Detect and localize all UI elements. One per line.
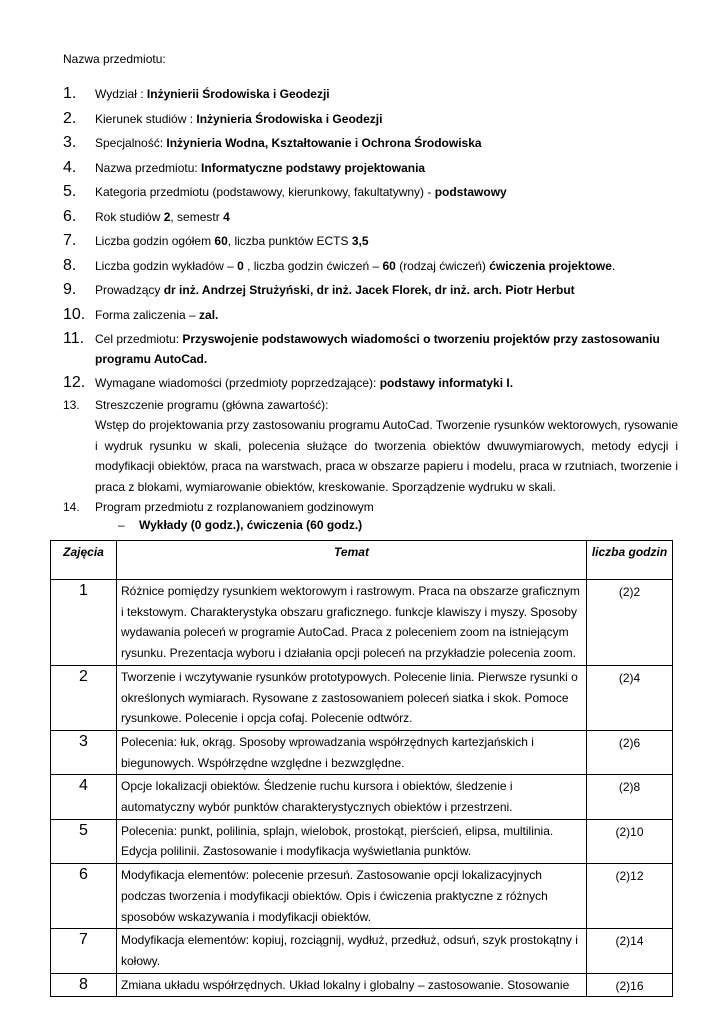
item-value: ćwiczenia projektowe [489,258,612,273]
row-hours: (2)8 [587,775,673,819]
row-number: 8 [51,973,117,997]
row-topic: Modyfikacja elementów: kopiuj, rozciągnij, wydłuż, przedłuż, odsuń, szyk prostokątny i kołowy. [117,929,587,973]
item-value: zal. [199,307,219,322]
item-value: Informatyczne podstawy projektowania [201,160,426,175]
table-row [51,665,673,730]
item-number: 14. [63,500,80,514]
row-hours: (2)12 [587,864,673,929]
row-hours: (2)16 [587,973,673,997]
row-number: 1 [51,580,117,666]
item-number: 5. [63,183,77,200]
list-item [63,256,678,281]
item-number: 4. [63,158,77,176]
row-hours: (2)4 [587,665,673,730]
item-number: 10. [63,305,86,323]
sub-heading-label: Wykłady (0 godz.), ćwiczenia (60 godz.) [139,518,363,532]
item-value: Inżynierii Środowiska i Geodezji [146,87,330,101]
item-label: (rodzaj ćwiczeń) [395,258,490,273]
item-number: 13. [63,398,80,412]
row-number: 7 [51,929,117,973]
item-label: Liczba godzin ogółem [95,234,215,248]
table-row [51,775,673,819]
item-number: 2. [63,109,77,127]
row-number: 6 [51,864,117,929]
item-label: Wydział : [95,87,147,101]
item-value: 4 [223,209,230,224]
item-number: 8. [63,256,77,274]
list-item [63,158,678,183]
header-liczba-godzin: liczba godzin [587,541,673,580]
item-value: podstawy informatyki I. [379,376,514,390]
list-item [63,280,678,305]
row-hours: (2)6 [587,730,673,774]
item-value: 60 [214,234,228,248]
item-label: . [611,258,616,273]
list-item [63,133,678,158]
item-value: Inżynieria Środowiska i Geodezji [196,111,383,126]
row-topic: Opcje lokalizacji obiektów. Śledzenie ruchu kursora i obiektów, śledzenie i automatyczny wybór punktów charakterystycznych obiektów i przestrzeni. [117,775,587,819]
header-label: Nazwa przedmiotu: [63,52,166,66]
header-temat: Temat [117,541,587,580]
table-row [51,864,673,929]
item-label: , semestr [170,209,224,224]
row-hours: (2)10 [587,819,673,863]
row-hours: (2)2 [587,580,673,666]
summary-paragraph [63,415,678,497]
list-item [63,373,678,395]
item-label: Specjalność: [95,136,167,150]
item-label: Prowadzący [95,283,164,297]
table-row [51,730,673,774]
item-value: Inżynieria Wodna, Kształtowanie i Ochrona Środowiska [166,136,482,150]
item-value: 2 [163,209,171,224]
item-number: 12. [63,374,86,391]
row-topic: Polecenia: łuk, okrąg. Sposoby wprowadzania współrzędnych kartezjańskich i biegunowych. Współrzędne względne i bezwzględne. [117,730,587,774]
item-label: Forma zaliczenia – [95,307,200,322]
row-hours: (2)14 [587,929,673,973]
item-number: 6. [63,207,77,225]
row-topic: Różnice pomiędzy rysunkiem wektorowym i rastrowym. Praca na obszarze graficznym i tekstowym. Charakterystyka obszaru graficznego. funkcje klawiszy i myszy. Sposoby wydawania poleceń w programie AutoCad. Praca z poleceniem zoom na istniejącym rysunku. Prezentacja wyboru i działania opcji poleceń na przykładzie polecenia zoom. [117,580,587,666]
row-number: 2 [51,665,117,730]
list-item [63,395,678,415]
schedule-table [50,540,673,997]
item-label: Liczba godzin wykładów – [95,258,238,273]
item-number: 7. [63,232,77,249]
row-topic: Polecenia: punkt, polilinia, splajn, wielobok, prostokąt, pierścień, elipsa, multilinia. Edycja polilinii. Zastosowanie i modyfikacja wyświetlania punktów. [117,819,587,863]
row-number: 3 [51,730,117,774]
item-label: Streszczenie programu (główna zawartość): [95,398,329,412]
item-label: Nazwa przedmiotu: [95,160,202,175]
row-topic: Tworzenie i wczytywanie rysunków prototypowych. Polecenie linia. Pierwsze rysunki o określonych wymiarach. Rysowane z zastosowaniem poleceń siatka i skok. Pomoce rysunkowe. Polecenie i opcja cofaj. Polecenie odtwórz. [117,665,587,730]
row-number: 5 [51,819,117,863]
item-label: Cel przedmiotu: [95,332,183,346]
list-item [63,305,678,330]
header-zajecia: Zajęcia [51,541,117,580]
table-row [51,929,673,973]
list-item [63,329,678,371]
list-item [63,109,678,134]
table-row [51,819,673,863]
item-value: 0 [237,258,244,273]
summary-text: Wstęp do projektowania przy zastosowaniu programu AutoCad. Tworzenie rysunków wektorowych, rysowanie i wydruk rysunku w skali, polecenia służące do tworzenia obiektów dwuwymiarowych, metody edycji i modyfikacji obiektów, praca na warstwach, praca w obszarze papieru i modelu, praca w rzutniach, tworzenie i praca z blokami, wymiarowanie obiektów, kreskowanie. Sporządzenie wydruku w skali. [95,418,678,494]
list-item [63,231,678,256]
table-header-row [51,541,673,580]
item-number: 3. [63,134,77,151]
item-value: podstawowy [434,185,507,199]
item-label: Kierunek studiów : [95,111,197,126]
list-item [63,497,678,517]
item-label: Rok studiów [95,209,164,224]
list-item [63,207,678,232]
item-number: 11. [63,330,85,347]
item-label: Program przedmiotu z rozplanowaniem godzinowym [95,500,374,514]
list-item [63,182,678,207]
item-value: dr inż. Andrzej Strużyński, dr inż. Jacek Florek, dr inż. arch. Piotr Herbut [163,283,575,297]
item-label: , liczba punktów ECTS [227,234,352,248]
item-value: 3,5 [351,234,369,248]
table-row [51,580,673,666]
item-label: Kategoria przedmiotu (podstawowy, kierunkowy, fakultatywny) - [95,185,435,199]
item-label: , liczba godzin ćwiczeń – [243,258,383,273]
item-number: 9. [63,281,77,298]
course-info-list [63,84,678,517]
row-topic: Modyfikacja elementów: polecenie przesuń. Zastosowanie opcji lokalizacyjnych podczas tworzenia i modyfikacji obiektów. Opis i ćwiczenia praktyczne z różnych sposobów wskazywania i modyfikacji obiektów. [117,864,587,929]
list-item [63,84,678,109]
sub-heading [118,518,362,532]
row-topic: Zmiana układu współrzędnych. Układ lokalny i globalny – zastosowanie. Stosowanie [117,973,587,997]
item-label: Wymagane wiadomości (przedmioty poprzedzające): [95,376,380,390]
item-number: 1. [63,85,77,102]
dash-bullet: – [118,518,125,532]
item-value: Przyswojenie podstawowych wiadomości o tworzeniu projektów przy zastosowaniu programu AutoCad. [95,332,660,366]
row-number: 4 [51,775,117,819]
table-row [51,973,673,997]
item-value: 60 [382,258,396,273]
